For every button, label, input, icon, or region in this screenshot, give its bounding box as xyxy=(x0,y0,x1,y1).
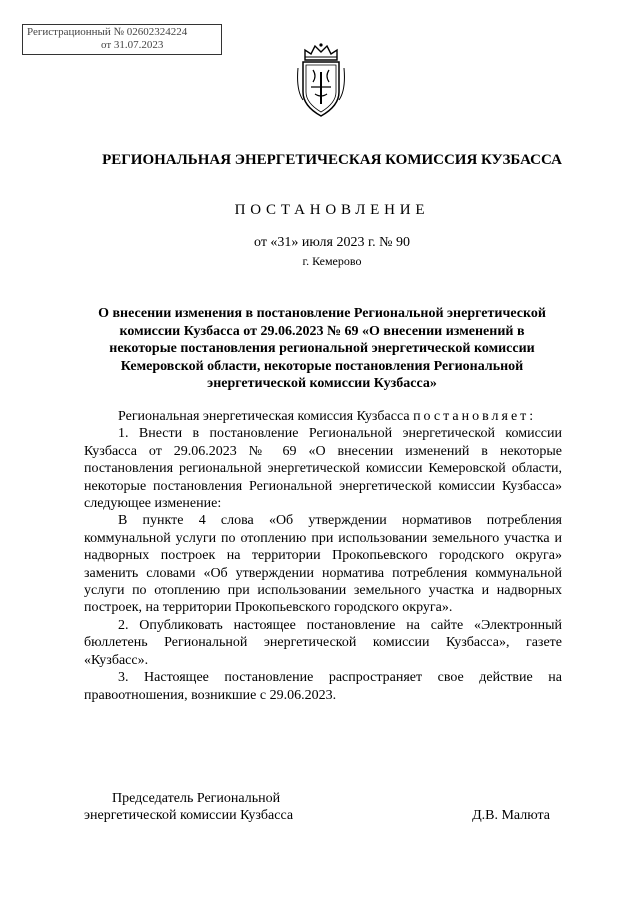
signer-position-line1: Председатель Региональной xyxy=(112,791,281,806)
registration-stamp xyxy=(22,24,222,55)
document-subject: О внесении изменения в постановление Региональной энергетической комиссии Кузбасса от 29.06.2023 № 69 «О внесении изменений в некоторые постановления региональной энергетической комиссии Кемеровской области, некоторые постановления Региональной энергетической комиссии Кузбасса» xyxy=(98,306,546,391)
document-type: ПОСТАНОВЛЕНИЕ xyxy=(234,202,430,218)
document-date-number: от «31» июля 2023 г. № 90 xyxy=(254,235,410,250)
organization-name: РЕГИОНАЛЬНАЯ ЭНЕРГЕТИЧЕСКАЯ КОМИССИЯ КУЗБАССА xyxy=(102,152,562,168)
signer-position-line2: энергетической комиссии Кузбасса xyxy=(84,808,294,824)
document-city: г. Кемерово xyxy=(302,254,362,268)
registration-number: Регистрационный № 02602324224 xyxy=(27,26,188,38)
paragraph-item-1: 1. Внести в постановление Региональной энергетической комиссии Кузбасса от 29.06.2023 № 69 «О внесении изменений в некоторые постановления региональной энергетической комиссии Кемеровской области, некоторые постановления Региональной энергетической комиссии Кузбасса» следующее изменение: xyxy=(84,426,562,512)
signature-block xyxy=(84,790,562,825)
registration-date: от 31.07.2023 xyxy=(101,39,164,51)
signer-name: Д.В. Малюта xyxy=(472,808,550,824)
decree-word: постановляет: xyxy=(413,409,537,424)
document-body xyxy=(84,408,562,704)
paragraph-item-1-detail: В пункте 4 слова «Об утверждении нормативов потребления коммунальной услуги по отоплению при использовании земельного участка и надворных построек на территории Прокопьевского городского округа» заменить словами «Об утверждении норматива потребления коммунальной услуги по отоплению при использовании земельного участка и надворных построек, на территории Прокопьевского городского округа». xyxy=(84,513,562,616)
paragraph-item-3: 3. Настоящее постановление распространяет свое действие на правоотношения, возникшие с 29.06.2023. xyxy=(84,670,562,703)
preamble-text: Региональная энергетическая комиссия Кузбасса xyxy=(118,409,410,424)
kuzbass-coat-of-arms-icon xyxy=(296,40,346,120)
paragraph-item-2: 2. Опубликовать настоящее постановление на сайте «Электронный бюллетень Региональной энергетической комиссии Кузбасса», газете «Кузбасс». xyxy=(84,617,562,668)
preamble xyxy=(84,408,562,425)
